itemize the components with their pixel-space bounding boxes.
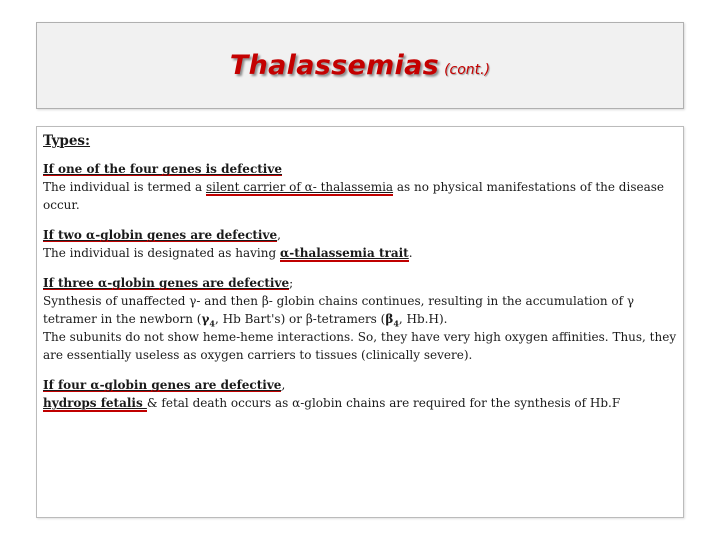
title-sub: (cont.) [444,62,491,78]
body-text: as no physical manifestations of the disease occur. [43,180,664,212]
key-term: hydrops fetalis [43,396,147,410]
section-heading: If four α-globin genes are defective [43,378,282,392]
body-text: The individual is designated as having [43,246,280,260]
content-box [36,126,684,518]
body-text: & fetal death occurs as α-globin chains are required for the synthesis of Hb.F [146,396,621,410]
section-heading: If one of the four genes is defective [43,162,282,176]
body-text: Synthesis of unaffected γ- and then β- globin chains continues, resulting in the accumulation of γ tetramer in the newborn ( [43,294,635,326]
types-heading: Types: [43,133,91,149]
section-heading: If two α-globin genes are defective [43,228,278,242]
key-term: silent carrier of α- thalassemia [205,180,394,194]
title-box [36,22,684,109]
section-one-gene [43,160,677,214]
gamma-symbol: γ [201,312,210,326]
slide-title [37,50,683,81]
key-term: α-thalassemia trait [280,246,409,260]
section-three-genes: If three α-globin genes are defective; Synthesis of unaffected γ- and then β- globin chains continues, resulting in the accumulation of γ tetramer in the newborn ($\gamma_4$, Hb Bart's) or β-tetramers ($\beta_4$, Hb.H). The subunits do not show heme-heme interactions. So, they have very high oxygen affinities. Thus, they are essentially useless as oxygen carriers to tissues (clinically severe). [43,276,677,362]
body-text: , Hb.H). [398,312,448,326]
section-two-genes: If two α-globin genes are defective, The individual is designated as having α-thalassemia trait. [43,228,413,260]
section-heading: If three α-globin genes are defective [43,276,290,290]
body-text: The individual is termed a [43,180,206,194]
title-main: Thalassemias [229,50,439,81]
body-text: . [408,246,413,260]
body-text: The subunits do not show heme-heme interactions. So, they have very high oxygen affinities. Thus, they are essentially useless as oxygen carriers to tissues (clinically severe). [43,330,677,362]
section-four-genes: If four α-globin genes are defective, hydrops fetalis & fetal death occurs as α-globin chains are required for the synthesis of Hb.F [43,378,621,410]
beta-symbol: β [385,312,394,326]
body-text: , Hb Bart's) or β-tetramers ( [214,312,386,326]
